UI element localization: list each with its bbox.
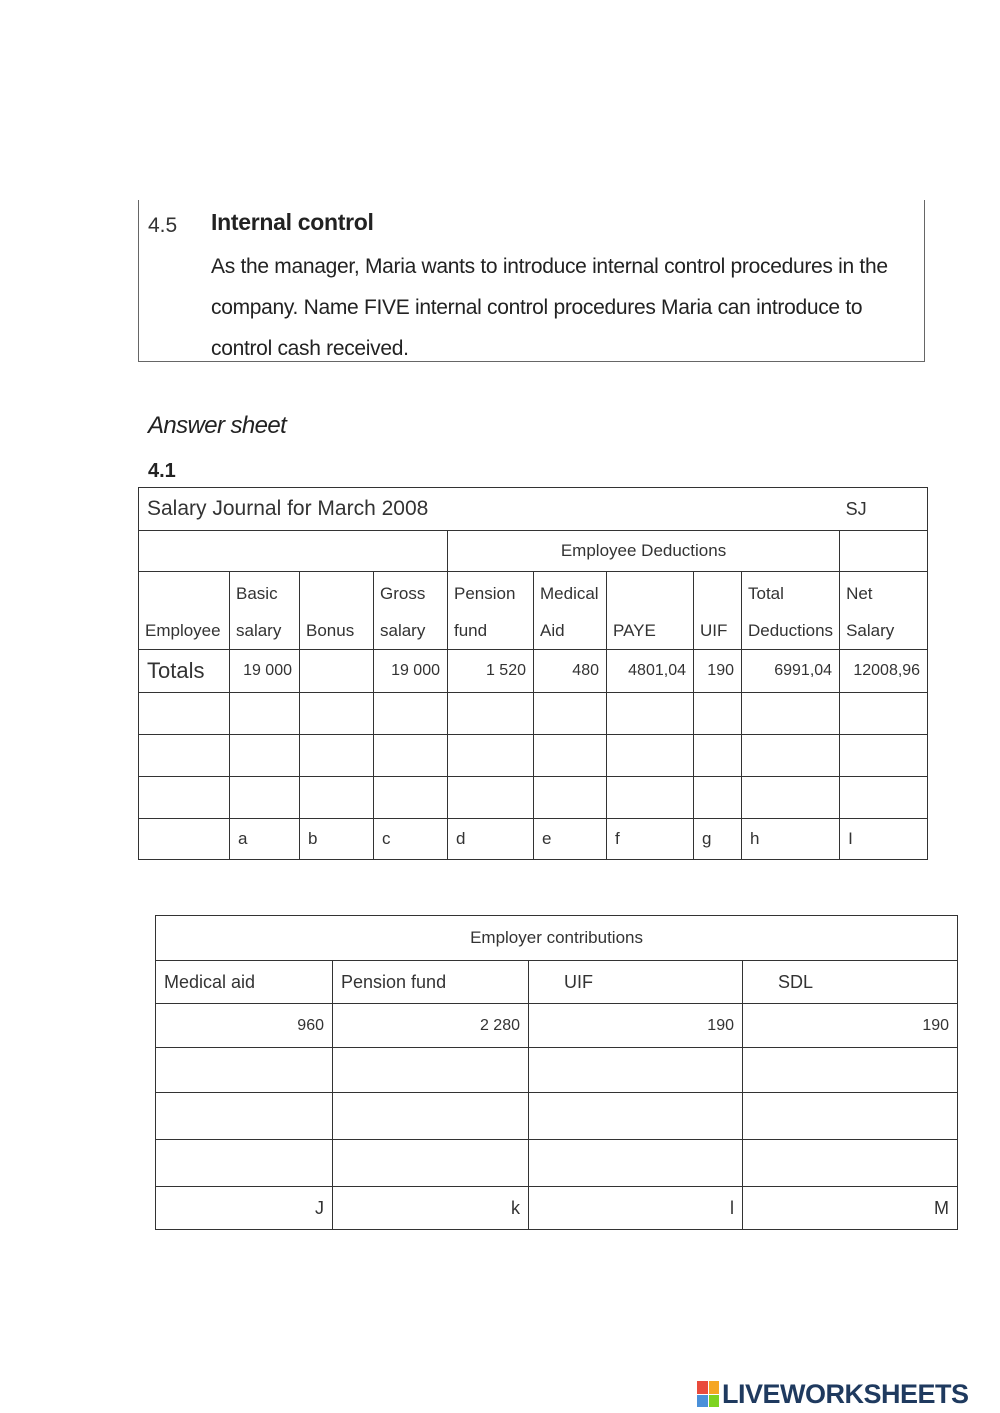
totals-cell: 4801,04 xyxy=(607,650,694,693)
employer-value-cell: 960 xyxy=(156,1004,333,1048)
question-body: As the manager, Maria wants to introduce internal control procedures in the company. Name FIVE internal control procedures Maria can introduce to control cash received. xyxy=(211,255,888,360)
totals-cell: 190 xyxy=(694,650,742,693)
employer-column-header: SDL xyxy=(743,961,958,1004)
employer-blank-row xyxy=(156,1048,958,1093)
employer-values-row xyxy=(156,1004,958,1048)
blank-cell xyxy=(448,777,534,819)
blank-cell xyxy=(840,777,928,819)
blank-cell xyxy=(333,1093,529,1140)
totals-cell: 19 000 xyxy=(230,650,300,693)
column-header xyxy=(607,572,694,650)
column-header-line2: Employee xyxy=(145,621,221,640)
answer-sheet-heading: Answer sheet xyxy=(148,412,287,439)
column-letter: a xyxy=(230,819,300,860)
blank-cell xyxy=(230,777,300,819)
journal-blank-row xyxy=(139,777,928,819)
blank-cell xyxy=(156,1048,333,1093)
column-letter: e xyxy=(534,819,607,860)
employer-column-letter: k xyxy=(333,1187,529,1230)
employer-column-header: Medical aid xyxy=(156,961,333,1004)
employer-value-cell: 190 xyxy=(529,1004,743,1048)
totals-cell: 19 000 xyxy=(374,650,448,693)
journal-letters-row xyxy=(139,819,928,860)
column-header-line1: Net xyxy=(846,584,873,603)
blank-cell xyxy=(139,693,230,735)
blank-cell xyxy=(529,1093,743,1140)
blank-cell xyxy=(694,735,742,777)
blank-cell xyxy=(139,777,230,819)
journal-group-row xyxy=(139,531,928,572)
column-header xyxy=(694,572,742,650)
totals-cell: 12008,96 xyxy=(840,650,928,693)
column-header-line1: Gross xyxy=(380,584,426,603)
blank-cell xyxy=(743,1093,958,1140)
blank-cell xyxy=(743,1140,958,1187)
blank-cell xyxy=(607,735,694,777)
column-header-line2: UIF xyxy=(700,621,728,640)
journal-blank-row xyxy=(139,693,928,735)
column-header xyxy=(534,572,607,650)
blank-cell xyxy=(333,1140,529,1187)
totals-label: Totals xyxy=(139,650,230,693)
logo-square xyxy=(709,1395,720,1408)
journal-header-row xyxy=(139,572,928,650)
blank-cell xyxy=(742,735,840,777)
totals-cell: 480 xyxy=(534,650,607,693)
blank-cell xyxy=(529,1140,743,1187)
column-header-line1 xyxy=(145,575,223,612)
column-letter: g xyxy=(694,819,742,860)
blank-cell xyxy=(230,735,300,777)
blank-cell xyxy=(529,1048,743,1093)
employer-column-header: UIF xyxy=(529,961,743,1004)
employer-value-cell: 2 280 xyxy=(333,1004,529,1048)
blank-cell xyxy=(139,735,230,777)
column-header xyxy=(840,572,928,650)
column-header-line1 xyxy=(613,575,687,612)
employee-deductions-header: Employee Deductions xyxy=(448,531,840,572)
question-title: Internal control xyxy=(211,209,374,235)
logo-mark-icon xyxy=(697,1381,719,1407)
group-spacer xyxy=(139,531,448,572)
column-letter: f xyxy=(607,819,694,860)
blank-cell xyxy=(534,735,607,777)
employer-column-header: Pension fund xyxy=(333,961,529,1004)
column-letter: b xyxy=(300,819,374,860)
column-header-line2: salary xyxy=(380,621,426,640)
column-header xyxy=(742,572,840,650)
blank-cell xyxy=(742,693,840,735)
blank-cell xyxy=(840,735,928,777)
journal-ref: SJ xyxy=(840,488,928,531)
column-header-line2: Aid xyxy=(540,621,565,640)
logo-square xyxy=(709,1381,720,1394)
employer-blank-row xyxy=(156,1140,958,1187)
employer-contributions-table xyxy=(155,915,958,1230)
blank-cell xyxy=(300,777,374,819)
column-header-line2: Bonus xyxy=(306,621,355,640)
blank-cell xyxy=(374,777,448,819)
column-header-line1: Total xyxy=(748,584,784,603)
employer-column-letter: l xyxy=(529,1187,743,1230)
column-header xyxy=(374,572,448,650)
blank-cell xyxy=(840,693,928,735)
column-header-line2: Deductions xyxy=(748,621,834,640)
journal-title: Salary Journal for March 2008 xyxy=(139,488,840,531)
blank-cell xyxy=(374,693,448,735)
logo-text: LIVEWORKSHEETS xyxy=(722,1378,969,1409)
liveworksheets-logo xyxy=(697,1378,969,1410)
column-header xyxy=(230,572,300,650)
column-header-line1 xyxy=(306,575,367,612)
blank-cell xyxy=(607,777,694,819)
blank-cell xyxy=(694,777,742,819)
logo-square xyxy=(697,1381,708,1394)
column-header-line2: fund xyxy=(454,621,488,640)
blank-cell xyxy=(300,693,374,735)
column-letter xyxy=(139,819,230,860)
column-header xyxy=(300,572,374,650)
blank-cell xyxy=(742,777,840,819)
column-header-line2: Salary xyxy=(846,621,895,640)
column-header-line1 xyxy=(700,575,735,612)
blank-cell xyxy=(374,735,448,777)
column-header-line2: salary xyxy=(236,621,282,640)
blank-cell xyxy=(300,735,374,777)
group-spacer xyxy=(840,531,928,572)
salary-journal-table xyxy=(138,487,928,860)
logo-square xyxy=(697,1395,708,1408)
column-letter: I xyxy=(840,819,928,860)
column-header xyxy=(139,572,230,650)
blank-cell xyxy=(448,693,534,735)
employer-contributions-title: Employer contributions xyxy=(156,916,958,961)
column-letter: h xyxy=(742,819,840,860)
column-letter: c xyxy=(374,819,448,860)
question-number: 4.5 xyxy=(148,214,178,237)
column-header-line2: PAYE xyxy=(613,621,656,640)
employer-title-row xyxy=(156,916,958,961)
employer-value-cell: 190 xyxy=(743,1004,958,1048)
employer-header-row xyxy=(156,961,958,1004)
journal-blank-row xyxy=(139,735,928,777)
blank-cell xyxy=(448,735,534,777)
totals-cell: 6991,04 xyxy=(742,650,840,693)
blank-cell xyxy=(230,693,300,735)
column-header-line1: Medical xyxy=(540,584,599,603)
blank-cell xyxy=(156,1140,333,1187)
column-header-line1: Basic xyxy=(236,584,278,603)
totals-cell xyxy=(300,650,374,693)
employer-column-letter: M xyxy=(743,1187,958,1230)
journal-totals-row xyxy=(139,650,928,693)
blank-cell xyxy=(743,1048,958,1093)
column-header xyxy=(448,572,534,650)
blank-cell xyxy=(534,693,607,735)
employer-blank-row xyxy=(156,1093,958,1140)
employer-letters-row xyxy=(156,1187,958,1230)
blank-cell xyxy=(156,1093,333,1140)
employer-column-letter: J xyxy=(156,1187,333,1230)
blank-cell xyxy=(694,693,742,735)
column-header-line1: Pension xyxy=(454,584,516,603)
blank-cell xyxy=(534,777,607,819)
blank-cell xyxy=(607,693,694,735)
journal-title-row xyxy=(139,488,928,531)
totals-cell: 1 520 xyxy=(448,650,534,693)
blank-cell xyxy=(333,1048,529,1093)
column-letter: d xyxy=(448,819,534,860)
section-number: 4.1 xyxy=(148,460,176,482)
